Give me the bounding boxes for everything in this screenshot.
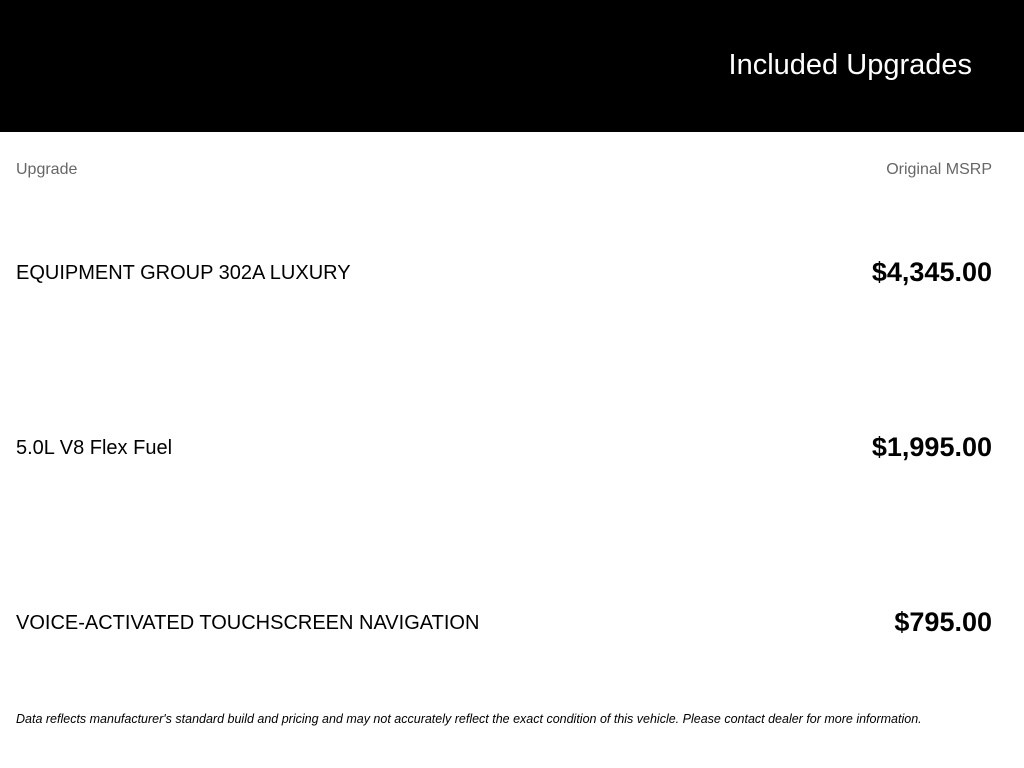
column-header-upgrade: Upgrade <box>16 161 78 178</box>
upgrade-price: $4,345.00 <box>871 257 992 287</box>
upgrade-name: EQUIPMENT GROUP 302A LUXURY <box>16 262 351 284</box>
column-header-msrp: Original MSRP <box>886 161 992 178</box>
upgrade-price: $1,995.00 <box>871 432 992 462</box>
disclaimer-text: Data reflects manufacturer's standard build and pricing and may not accurately reflect the exact condition of this vehicle. Please contact dealer for more information. <box>16 712 922 726</box>
upgrade-row <box>0 252 1024 292</box>
upgrade-row <box>0 602 1024 642</box>
upgrade-name: 5.0L V8 Flex Fuel <box>16 437 173 459</box>
upgrade-row <box>0 427 1024 467</box>
page-title: Included Upgrades <box>728 49 972 81</box>
upgrade-name: VOICE-ACTIVATED TOUCHSCREEN NAVIGATION <box>16 612 480 634</box>
upgrade-price: $795.00 <box>894 607 992 637</box>
header-banner <box>0 0 1024 132</box>
